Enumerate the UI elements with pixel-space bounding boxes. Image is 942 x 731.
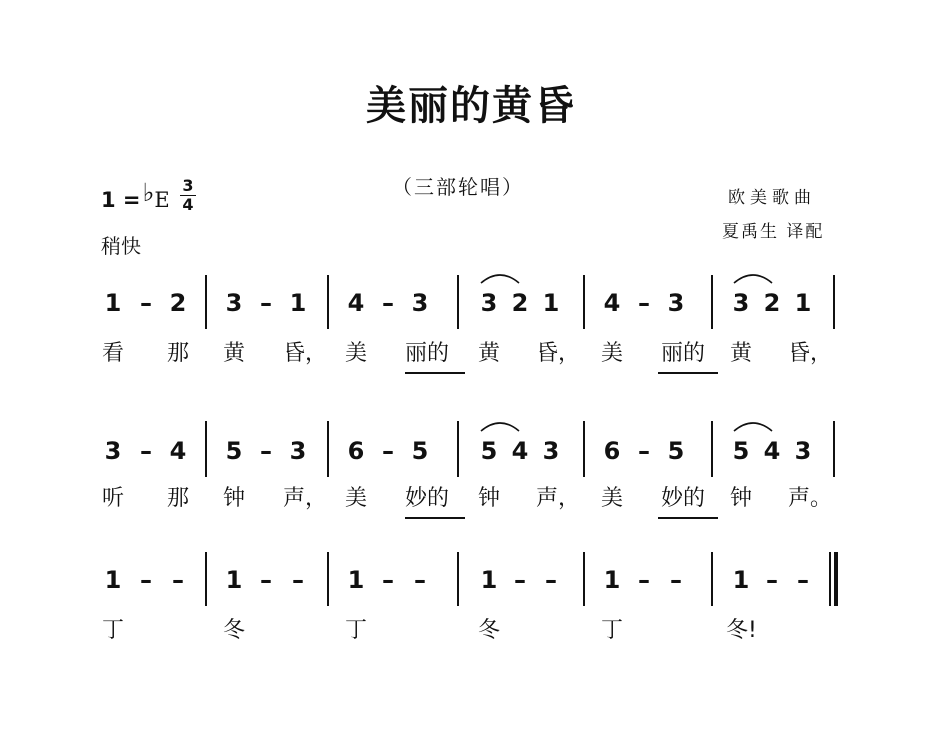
slur-arc bbox=[733, 419, 773, 433]
flat-symbol: ♭ bbox=[142, 178, 155, 207]
sustain-dash: – bbox=[638, 566, 650, 594]
lyric-syllable: 美 bbox=[344, 486, 367, 511]
note-numeral: 5 bbox=[732, 437, 750, 465]
note-numeral: 1 bbox=[289, 289, 307, 317]
lyric-syllable: 丁 bbox=[600, 618, 623, 643]
sustain-dash: – bbox=[382, 566, 394, 594]
note-numeral: 2 bbox=[763, 289, 781, 317]
barline bbox=[583, 275, 585, 329]
note-numeral: 4 bbox=[347, 289, 365, 317]
lyric-syllable: 听 bbox=[101, 486, 124, 511]
slur-underline bbox=[658, 517, 718, 519]
note-numeral: 5 bbox=[411, 437, 429, 465]
sustain-dash: – bbox=[766, 566, 778, 594]
sustain-dash: – bbox=[260, 437, 272, 465]
sustain-dash: – bbox=[638, 437, 650, 465]
barline bbox=[583, 552, 585, 606]
sustain-dash: – bbox=[140, 289, 152, 317]
sustain-dash: – bbox=[140, 437, 152, 465]
sustain-dash: – bbox=[260, 566, 272, 594]
key-letter: E bbox=[154, 188, 170, 212]
note-numeral: 3 bbox=[411, 289, 429, 317]
note-numeral: 1 bbox=[104, 566, 122, 594]
lyric-syllable: 冬 bbox=[477, 618, 500, 643]
note-numeral: 3 bbox=[480, 289, 498, 317]
note-numeral: 5 bbox=[480, 437, 498, 465]
lyric-syllable: 钟 bbox=[477, 486, 500, 511]
barline bbox=[327, 421, 329, 477]
barline bbox=[205, 421, 207, 477]
lyric-syllable: 丁 bbox=[344, 618, 367, 643]
note-numeral: 6 bbox=[603, 437, 621, 465]
lyric-syllable: 声。 bbox=[788, 486, 833, 511]
time-signature bbox=[177, 177, 199, 214]
sustain-dash: – bbox=[414, 566, 426, 594]
note-numeral: 1 bbox=[347, 566, 365, 594]
barline bbox=[583, 421, 585, 477]
sustain-dash: – bbox=[382, 289, 394, 317]
lyric-syllable: 黄 bbox=[729, 341, 752, 366]
lyric-syllable: 昏， bbox=[536, 341, 581, 366]
lyric-syllable: 丽的 bbox=[661, 341, 706, 366]
barline bbox=[457, 552, 459, 606]
slur-underline bbox=[405, 517, 465, 519]
note-numeral: 2 bbox=[511, 289, 529, 317]
lyric-syllable: 昏， bbox=[788, 341, 833, 366]
note-numeral: 3 bbox=[542, 437, 560, 465]
final-barline bbox=[834, 552, 838, 606]
lyric-syllable: 黄 bbox=[222, 341, 245, 366]
lyric-syllable: 美 bbox=[600, 486, 623, 511]
note-numeral: 1 bbox=[732, 566, 750, 594]
note-numeral: 5 bbox=[667, 437, 685, 465]
barline bbox=[457, 421, 459, 477]
sustain-dash: – bbox=[382, 437, 394, 465]
barline bbox=[457, 275, 459, 329]
key-prefix: 1 = bbox=[101, 188, 141, 212]
composer-credit: 欧美歌曲 bbox=[728, 188, 816, 208]
note-numeral: 1 bbox=[794, 289, 812, 317]
note-numeral: 4 bbox=[169, 437, 187, 465]
sustain-dash: – bbox=[797, 566, 809, 594]
barline bbox=[327, 552, 329, 606]
note-numeral: 3 bbox=[289, 437, 307, 465]
sustain-dash: – bbox=[545, 566, 557, 594]
note-numeral: 3 bbox=[667, 289, 685, 317]
barline bbox=[833, 421, 835, 477]
note-numeral: 3 bbox=[104, 437, 122, 465]
lyric-syllable: 妙的 bbox=[405, 486, 450, 511]
tempo-marking: 稍快 bbox=[101, 234, 141, 258]
subtitle: （三部轮唱） bbox=[392, 175, 524, 199]
note-numeral: 1 bbox=[480, 566, 498, 594]
sustain-dash: – bbox=[260, 289, 272, 317]
slur-arc bbox=[733, 271, 773, 285]
lyric-syllable: 声， bbox=[536, 486, 581, 511]
song-title: 美丽的黄昏 bbox=[366, 83, 576, 129]
note-numeral: 5 bbox=[225, 437, 243, 465]
lyric-syllable: 钟 bbox=[222, 486, 245, 511]
note-numeral: 4 bbox=[511, 437, 529, 465]
slur-arc bbox=[480, 271, 520, 285]
lyric-syllable: 妙的 bbox=[661, 486, 706, 511]
sustain-dash: – bbox=[514, 566, 526, 594]
note-numeral: 3 bbox=[225, 289, 243, 317]
barline bbox=[833, 275, 835, 329]
barline bbox=[711, 421, 713, 477]
lyric-syllable: 丁 bbox=[101, 618, 124, 643]
note-numeral: 3 bbox=[732, 289, 750, 317]
note-numeral: 4 bbox=[763, 437, 781, 465]
barline bbox=[711, 552, 713, 606]
sustain-dash: – bbox=[638, 289, 650, 317]
slur-underline bbox=[658, 372, 718, 374]
arranger-credit: 夏禹生 译配 bbox=[722, 222, 825, 242]
lyric-syllable: 看 bbox=[101, 341, 124, 366]
barline bbox=[327, 275, 329, 329]
lyric-syllable: 美 bbox=[344, 341, 367, 366]
time-signature-numerator: 3 bbox=[182, 176, 194, 195]
note-numeral: 1 bbox=[603, 566, 621, 594]
barline bbox=[711, 275, 713, 329]
sustain-dash: – bbox=[670, 566, 682, 594]
note-numeral: 2 bbox=[169, 289, 187, 317]
slur-arc bbox=[480, 419, 520, 433]
lyric-syllable: 昏， bbox=[283, 341, 328, 366]
key-signature bbox=[101, 178, 170, 213]
sustain-dash: – bbox=[140, 566, 152, 594]
note-numeral: 1 bbox=[225, 566, 243, 594]
note-numeral: 4 bbox=[603, 289, 621, 317]
lyric-syllable: 美 bbox=[600, 341, 623, 366]
note-numeral: 1 bbox=[542, 289, 560, 317]
lyric-syllable: 那 bbox=[166, 486, 189, 511]
lyric-syllable: 声， bbox=[283, 486, 328, 511]
lyric-syllable: 冬! bbox=[726, 618, 757, 643]
barline bbox=[205, 552, 207, 606]
lyric-syllable: 那 bbox=[166, 341, 189, 366]
note-numeral: 3 bbox=[794, 437, 812, 465]
sustain-dash: – bbox=[172, 566, 184, 594]
time-signature-denominator: 4 bbox=[182, 195, 194, 214]
lyric-syllable: 钟 bbox=[729, 486, 752, 511]
lyric-syllable: 黄 bbox=[477, 341, 500, 366]
lyric-syllable: 冬 bbox=[222, 618, 245, 643]
lyric-syllable: 丽的 bbox=[405, 341, 450, 366]
note-numeral: 1 bbox=[104, 289, 122, 317]
note-numeral: 6 bbox=[347, 437, 365, 465]
sustain-dash: – bbox=[292, 566, 304, 594]
slur-underline bbox=[405, 372, 465, 374]
barline bbox=[829, 552, 831, 606]
barline bbox=[205, 275, 207, 329]
